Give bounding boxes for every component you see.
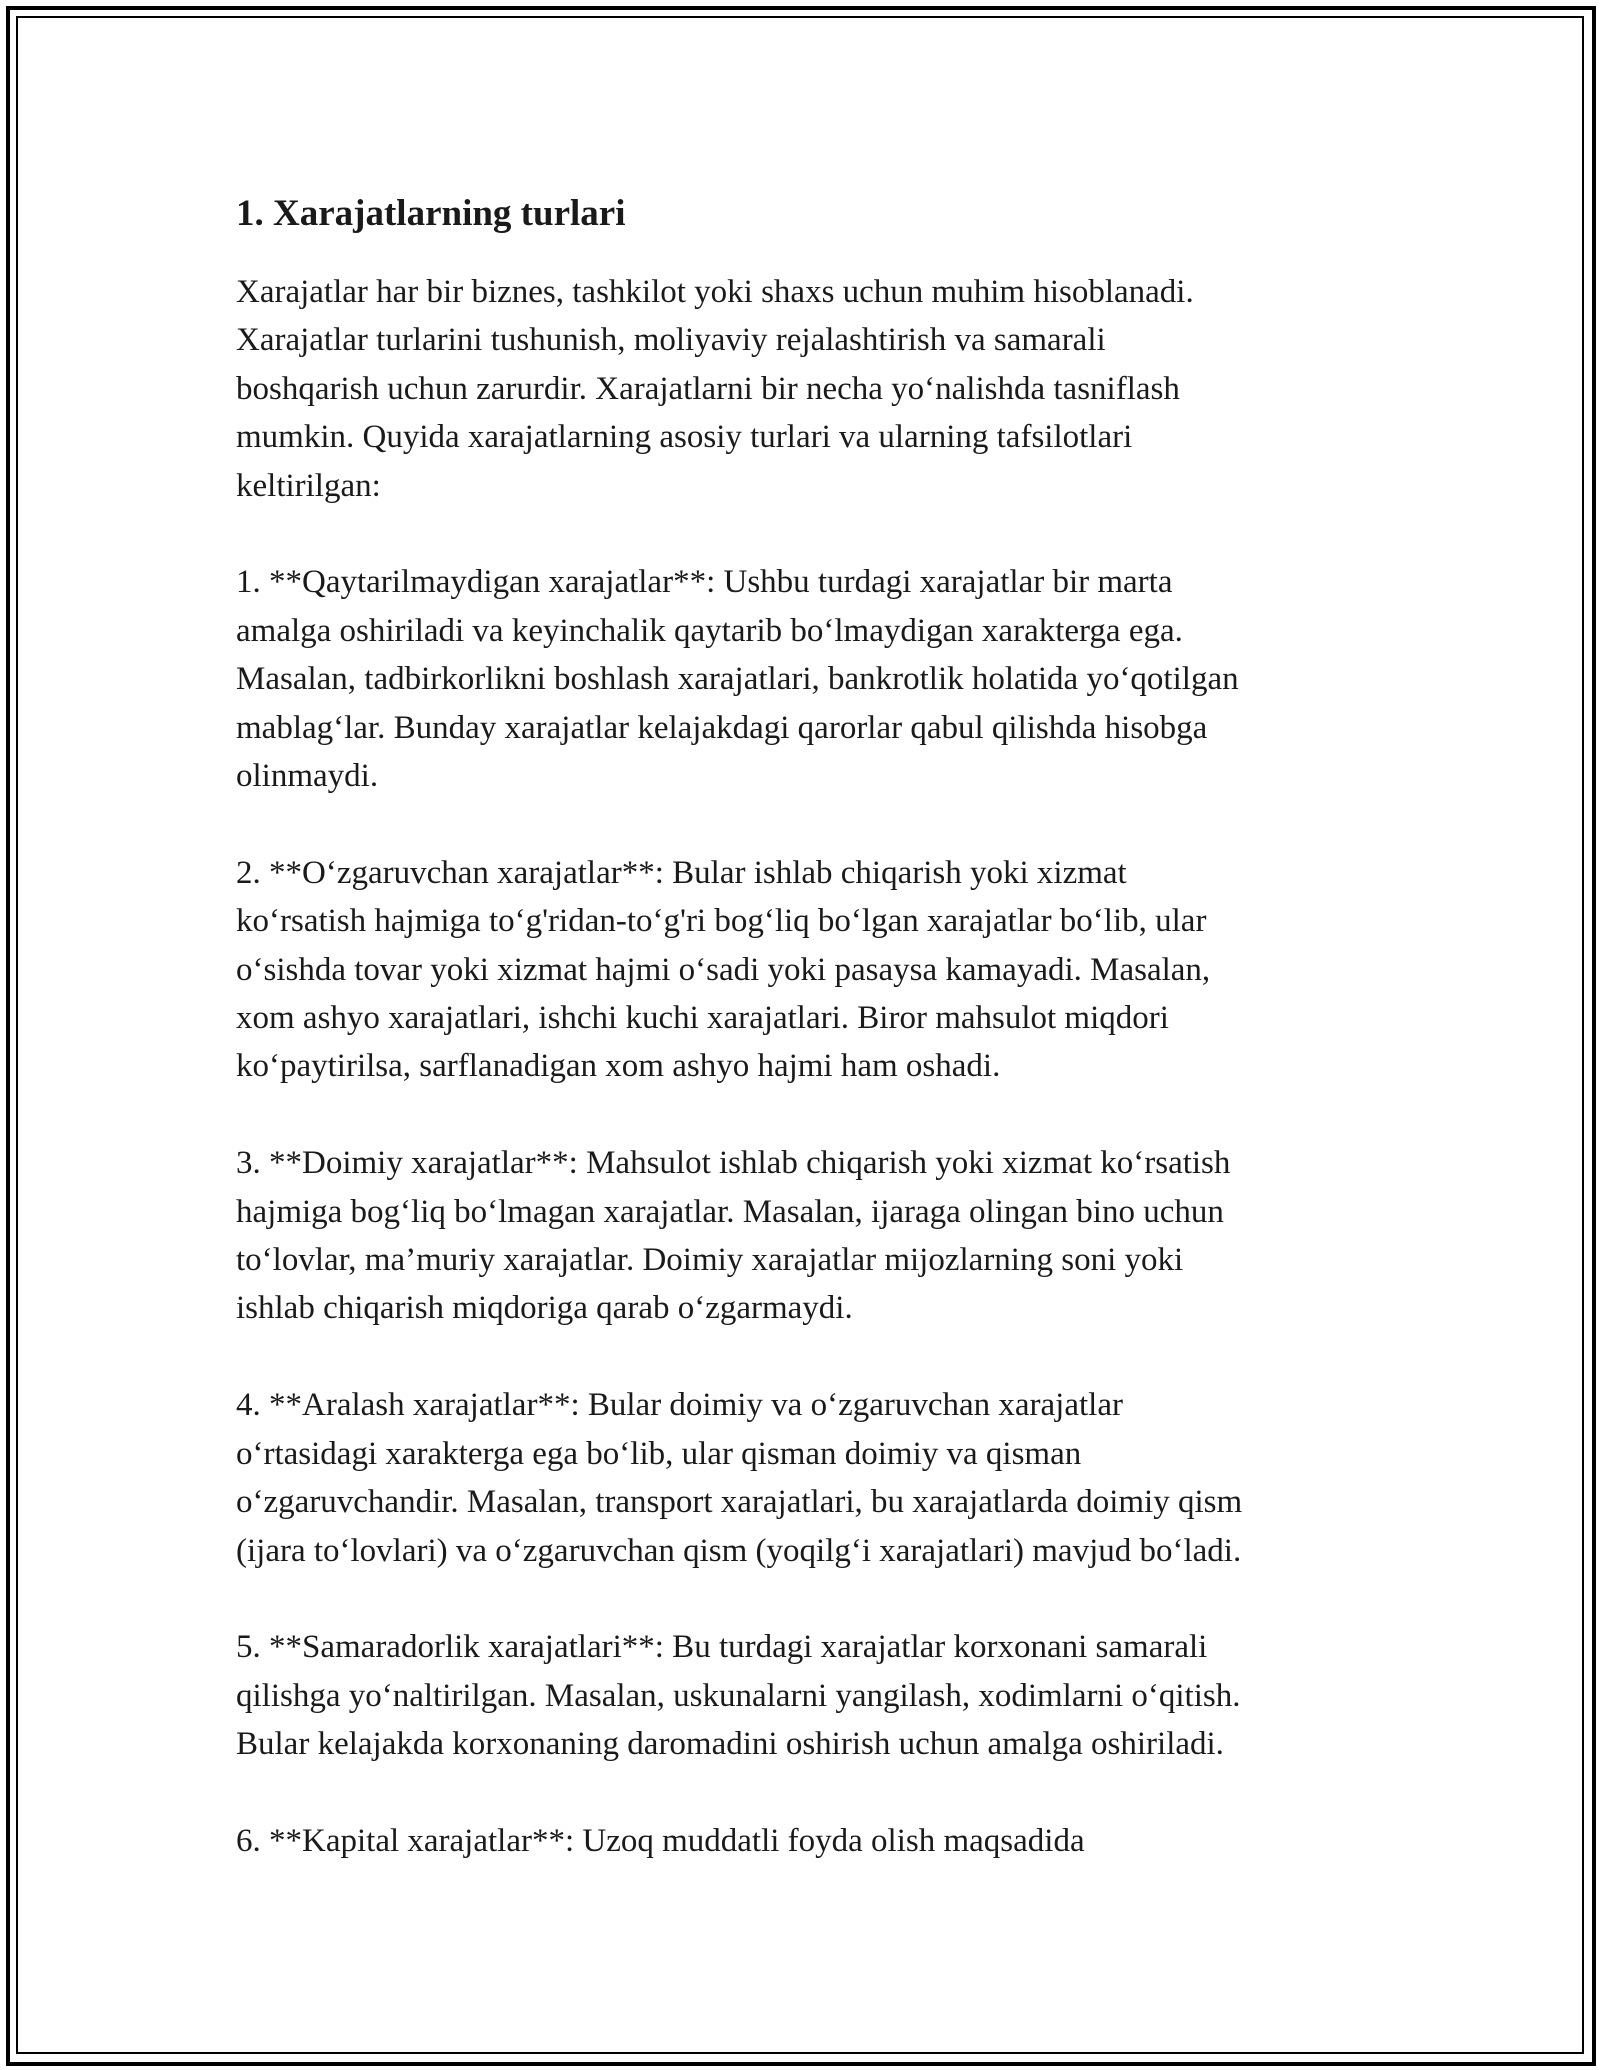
paragraph-line: olinmaydi. <box>236 758 379 795</box>
paragraph-line: ko‘paytirilsa, sarflanadigan xom ashyo hajmi ham oshadi. <box>236 1048 1001 1085</box>
paragraph-line: Masalan, tadbirkorlikni boshlash xarajatlari, bankrotlik holatida yo‘qotilgan <box>236 661 1239 698</box>
paragraph-line: xom ashyo xarajatlari, ishchi kuchi xarajatlari. Biror mahsulot miqdori <box>236 1000 1169 1037</box>
paragraph-line: hajmiga bog‘liq bo‘lmagan xarajatlar. Masalan, ijaraga olingan bino uchun <box>236 1193 1224 1230</box>
paragraph-line: 6. **Kapital xarajatlar**: Uzoq muddatli foyda olish maqsadida <box>236 1822 1085 1859</box>
paragraph-line: to‘lovlar, ma’muriy xarajatlar. Doimiy xarajatlar mijozlarning soni yoki <box>236 1242 1184 1279</box>
paragraph-line: o‘zgaruvchandir. Masalan, transport xarajatlari, bu xarajatlarda doimiy qism <box>236 1484 1243 1521</box>
paragraph-line: boshqarish uchun zarurdir. Xarajatlarni bir necha yo‘nalishda tasniflash <box>236 370 1180 407</box>
paragraph-line: o‘sishda tovar yoki xizmat hajmi o‘sadi yoki pasaysa kamayadi. Masalan, <box>236 951 1211 988</box>
paragraph-line: keltirilgan: <box>236 467 381 504</box>
paragraph-line: Bular kelajakda korxonaning daromadini oshirish uchun amalga oshiriladi. <box>236 1726 1224 1763</box>
paragraph-line: 1. **Qaytarilmaydigan xarajatlar**: Ushbu turdagi xarajatlar bir marta <box>236 564 1173 601</box>
list-item-5 <box>236 1623 1366 1768</box>
list-item-6 <box>236 1817 1366 1865</box>
paragraph-line: 5. **Samaradorlik xarajatlari**: Bu turdagi xarajatlar korxonani samarali <box>236 1629 1208 1666</box>
list-item-1 <box>236 558 1366 800</box>
paragraph-line: Xarajatlar turlarini tushunish, moliyaviy rejalashtirish va samarali <box>236 322 1106 359</box>
paragraph-line: 2. **O‘zgaruvchan xarajatlar**: Bular ishlab chiqarish yoki xizmat <box>236 854 1127 891</box>
paragraph-line: (ijara to‘lovlari) va o‘zgaruvchan qism (yoqilg‘i xarajatlari) mavjud bo‘ladi. <box>236 1532 1242 1569</box>
document-page <box>236 186 1366 1914</box>
paragraph-line: qilishga yo‘naltirilgan. Masalan, uskunalarni yangilash, xodimlarni o‘qitish. <box>236 1677 1241 1714</box>
paragraph-line: Xarajatlar har bir biznes, tashkilot yoki shaxs uchun muhim hisoblanadi. <box>236 274 1194 310</box>
paragraph-line: ko‘rsatish hajmiga to‘g'ridan-to‘g'ri bog‘liq bo‘lgan xarajatlar bo‘lib, ular <box>236 903 1207 940</box>
list-item-3 <box>236 1139 1366 1333</box>
intro-paragraph <box>236 268 1366 510</box>
paragraph-line: amalga oshiriladi va keyinchalik qaytarib bo‘lmaydigan xarakterga ega. <box>236 612 1183 649</box>
paragraph-line: o‘rtasidagi xarakterga ega bo‘lib, ular qisman doimiy va qisman <box>236 1435 1082 1472</box>
paragraph-line: 4. **Aralash xarajatlar**: Bular doimiy va o‘zgaruvchan xarajatlar <box>236 1387 1123 1424</box>
page-title: 1. Xarajatlarning turlari <box>236 193 626 234</box>
paragraph-line: mablag‘lar. Bunday xarajatlar kelajakdagi qarorlar qabul qilishda hisobga <box>236 709 1208 746</box>
paragraph-line: ishlab chiqarish miqdoriga qarab o‘zgarmaydi. <box>236 1290 853 1327</box>
paragraph-line: mumkin. Quyida xarajatlarning asosiy turlari va ularning tafsilotlari <box>236 419 1133 456</box>
list-item-2 <box>236 849 1366 1091</box>
list-item-4 <box>236 1381 1366 1575</box>
paragraph-line: 3. **Doimiy xarajatlar**: Mahsulot ishlab chiqarish yoki xizmat ko‘rsatish <box>236 1145 1231 1182</box>
